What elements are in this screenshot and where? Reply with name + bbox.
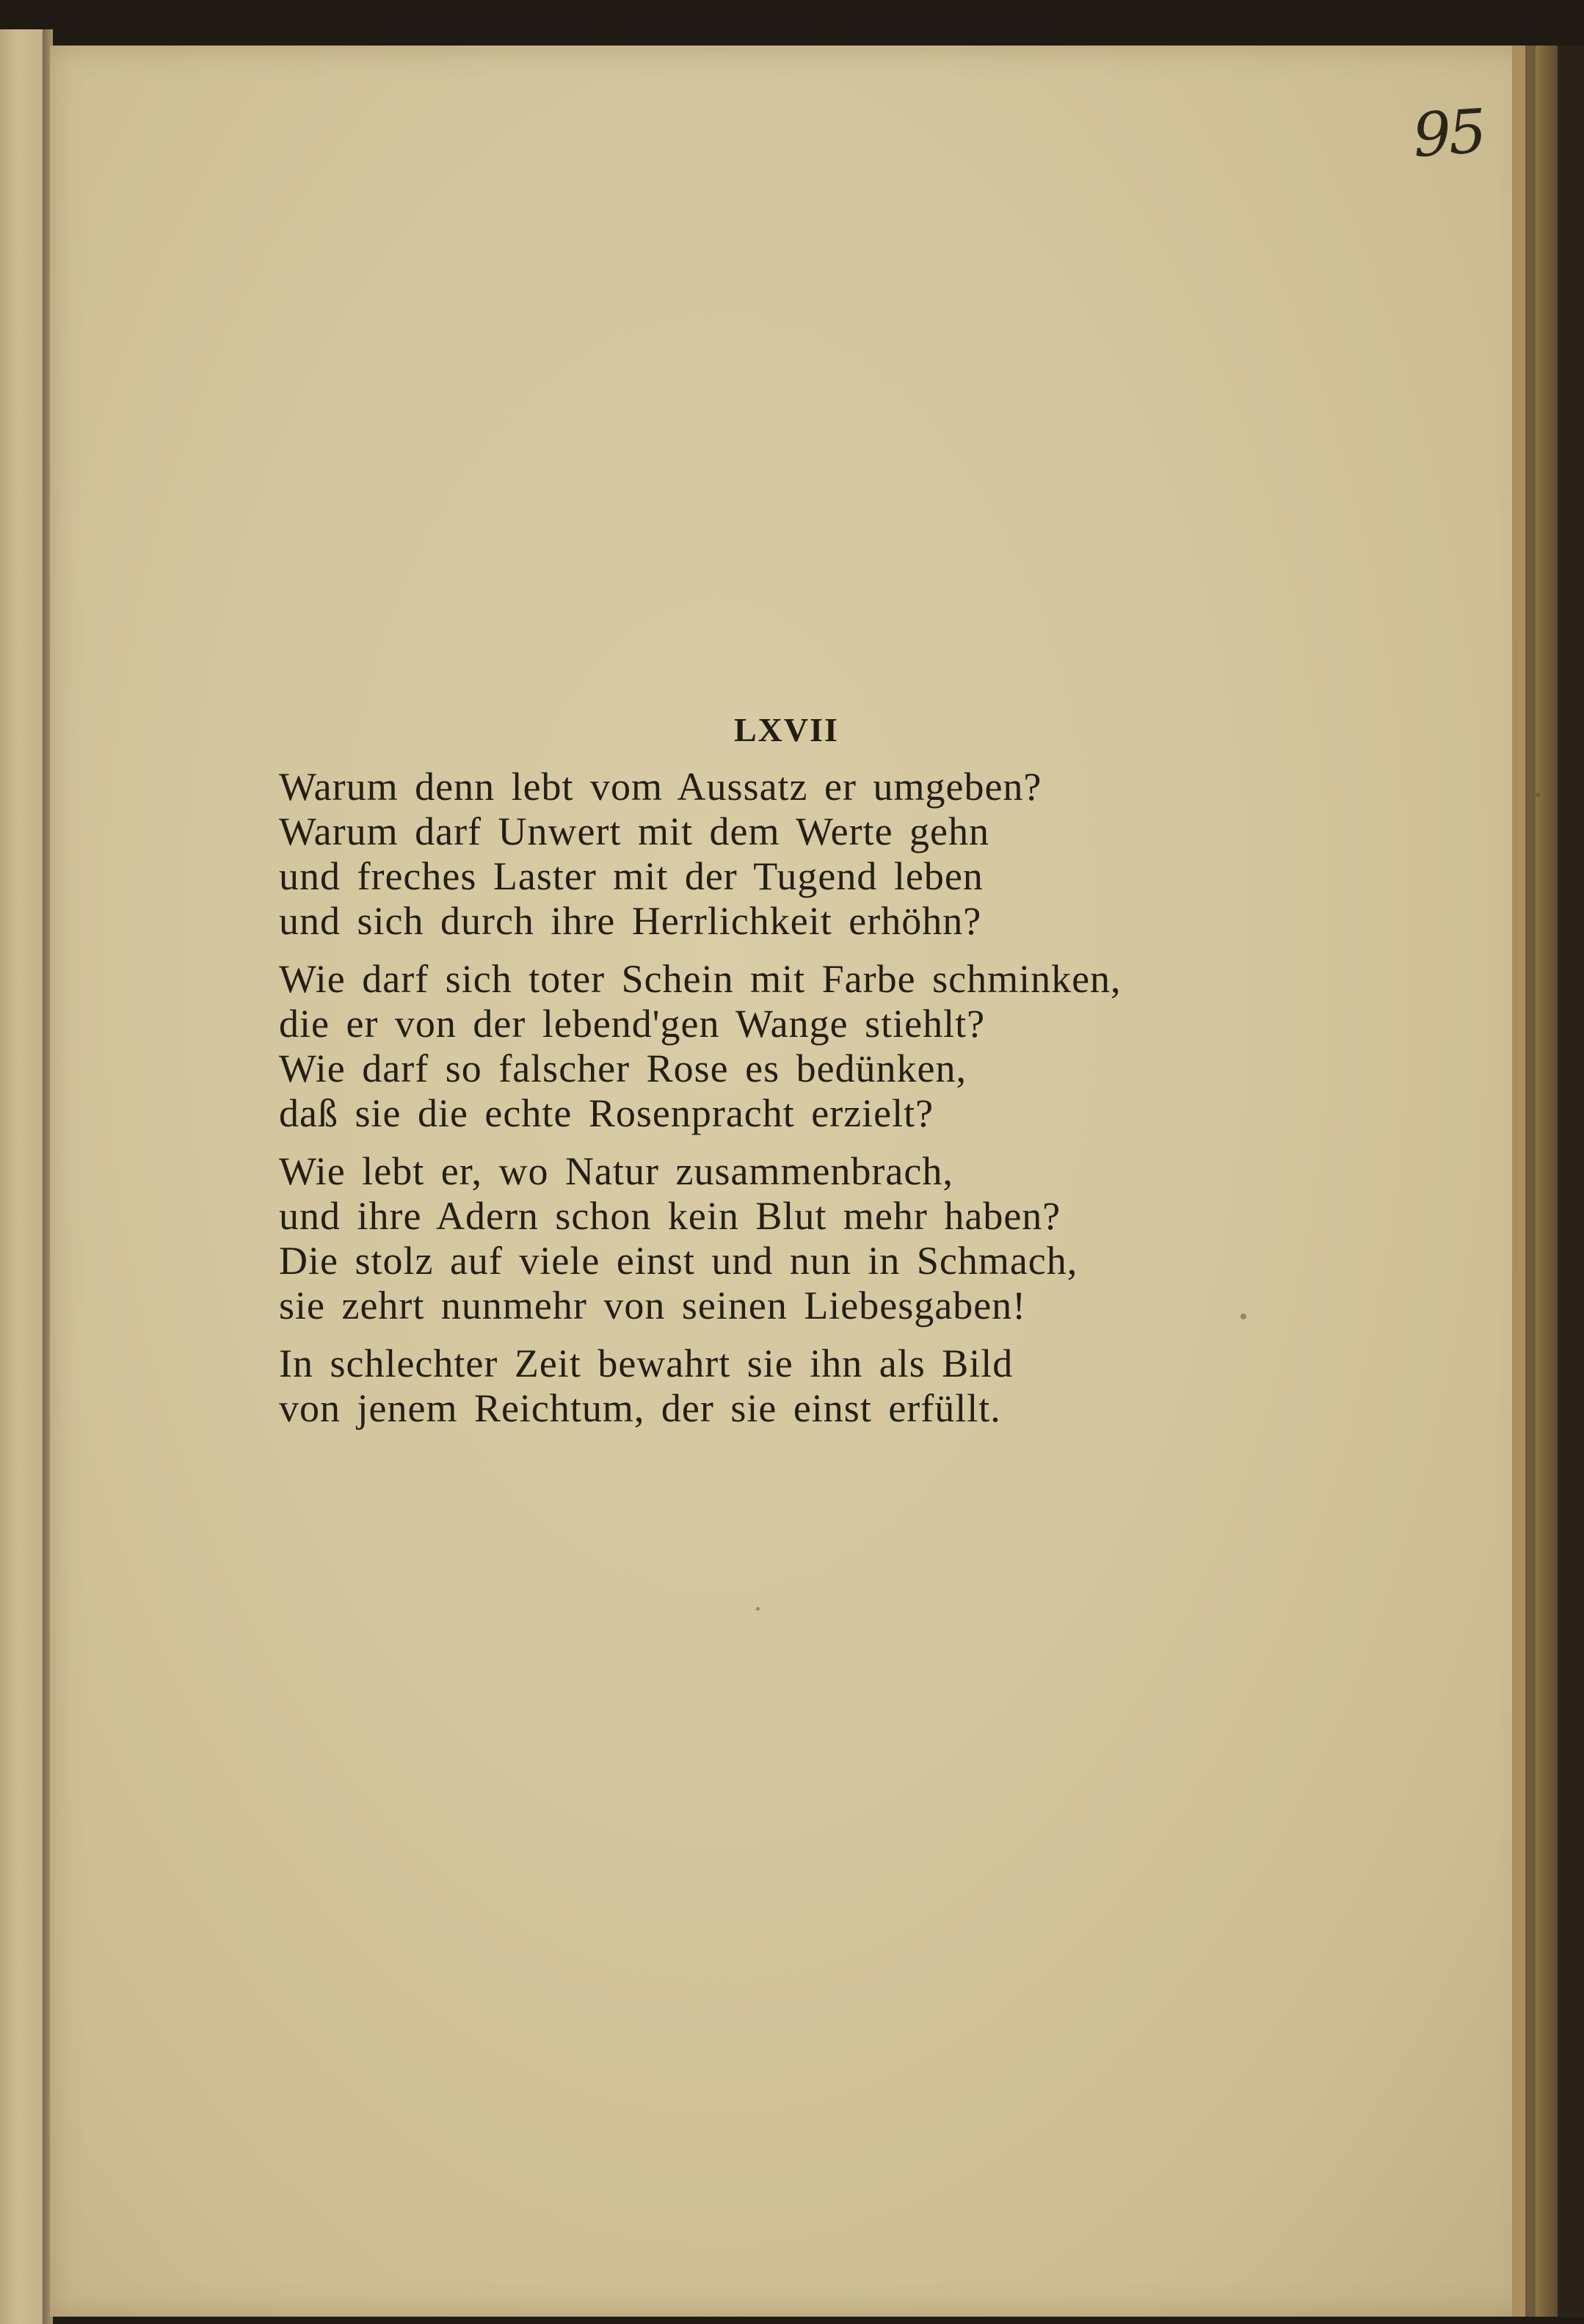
stanza — [279, 765, 1277, 944]
poem-line: die er von der lebend'gen Wange stiehlt? — [279, 1002, 986, 1046]
poem-line: und ihre Adern schon kein Blut mehr haben? — [279, 1194, 1061, 1238]
poem-line: Warum darf Unwert mit dem Werte gehn — [279, 809, 990, 853]
paper-speck — [756, 1607, 760, 1611]
page-stack-edge — [1525, 45, 1536, 2317]
poem-title: LXVII — [734, 711, 839, 748]
poem-body — [279, 765, 1277, 1444]
poem-line: und freches Laster mit der Tugend leben — [279, 854, 984, 898]
poem-line: Wie lebt er, wo Natur zusammenbrach, — [279, 1149, 953, 1193]
poem-line: Wie darf so falscher Rose es bedünken, — [279, 1046, 967, 1090]
poem-line: Die stolz auf viele einst und nun in Schmach, — [279, 1239, 1078, 1283]
poem-line: von jenem Reichtum, der sie einst erfüllt. — [279, 1386, 1001, 1430]
handwritten-page-number: 95 — [1410, 96, 1486, 172]
poem-line: sie zehrt nunmehr von seinen Liebesgaben! — [279, 1283, 1027, 1327]
poem-line: daß sie die echte Rosenpracht erzielt? — [279, 1091, 934, 1135]
stanza — [279, 1341, 1277, 1431]
poem-line: Warum denn lebt vom Aussatz er umgeben? — [279, 765, 1042, 809]
poem-line: und sich durch ihre Herrlichkeit erhöhn? — [279, 899, 982, 943]
previous-page-edge — [0, 29, 46, 2324]
scan-background — [1558, 45, 1584, 2317]
poem-line: Wie darf sich toter Schein mit Farbe schminken, — [279, 957, 1122, 1001]
cover-edge — [1536, 45, 1558, 2317]
stanza — [279, 1149, 1277, 1328]
page-stack-edge — [1512, 45, 1525, 2317]
poem-line: In schlechter Zeit bewahrt sie ihn als Bild — [279, 1341, 1014, 1385]
paper-speck — [1536, 793, 1540, 797]
stanza — [279, 957, 1277, 1136]
